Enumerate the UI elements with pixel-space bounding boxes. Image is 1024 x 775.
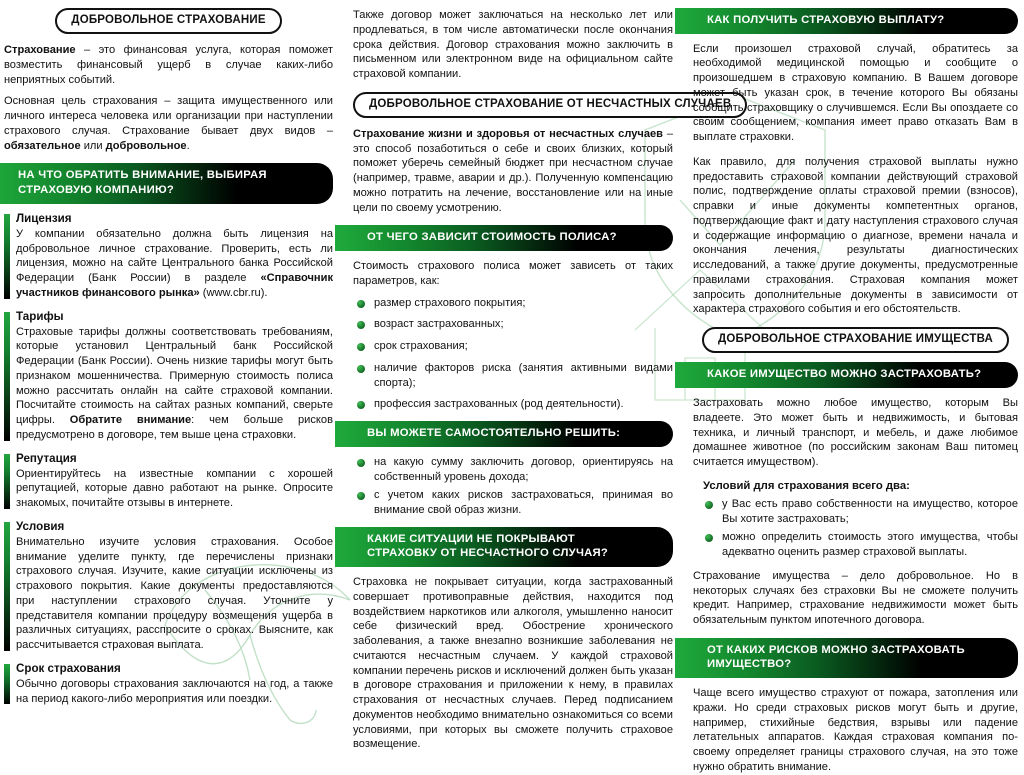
payout-paragraph-1: Если произошел страховой случай, обратитесь за необходимой медицинской помощью и сообщите о произошедшем в страховую компанию. В Вашем договоре может быть указан срок, в течение которого Вы обязаны сообщить страховщику о случившемся. Если Вы опоздаете со своим сообщением, компания имеет право отказать Вам в выплате страховки.	[693, 42, 1018, 144]
what-property-text: Застраховать можно любое имущество, которым Вы владеете. Это может быть и недвижимость, и бытовая техника, и личный транспорт, и мебель, и даже любимое домашнее животное (по российским законам Ваш питомец считается имуществом).	[693, 397, 1018, 469]
subsection-text: Ориентируйтесь на известные компании с хорошей репутацией, которые давно работают на рынке. Опросите знакомых, почитайте отзывы в интернете.	[16, 467, 333, 510]
section-header-policy-cost: ОТ ЧЕГО ЗАВИСИТ СТОИМОСТЬ ПОЛИСА?	[335, 225, 673, 251]
subsection-text-a: У компании обязательно должна быть лицензия на добровольное личное страхование. Проверить, есть ли лицензия, можно на сайте Центрального банка Российской Федерации (Банк России) в разделе	[16, 227, 333, 285]
intro-2-bold-2: добровольное	[105, 139, 187, 152]
subsection-text	[16, 325, 333, 443]
subsection-text-a: Страховые тарифы должны соответствовать требованиям, которые установил Центральный банк Российской Федерации (Банк России). Очень низкие тарифы могут быть признаком мошенничества. Примерную стоимость полиса можно рассчитать онлайн на сайте страховой компании. Посчитайте стоимость на сайтах разных компаний, сверьте цифры.	[16, 325, 333, 427]
subsection-text-b: Обратите внимание	[69, 414, 192, 427]
list-item: на какую сумму заключить договор, ориентируясь на собственный уровень дохода;	[355, 455, 673, 485]
list-item: можно определить стоимость этого имущества, чтобы адекватно оценить размер страховой выплаты.	[703, 530, 1018, 560]
intro-1-rest: – это финансовая услуга, которая поможет возместить финансовый ущерб в случае каких-либо неприятных событий.	[4, 44, 333, 86]
list-item: у Вас есть право собственности на имущество, которое Вы хотите застраховать;	[703, 497, 1018, 527]
subsection-text: Обычно договоры страхования заключаются на год, а также на период какого-либо мероприятия или поездки.	[16, 677, 333, 705]
subsection-text-c: : чем больше рисков предусмотрено в договоре, тем выше цена страховки.	[16, 414, 333, 441]
subsection-title: Срок страхования	[16, 661, 121, 675]
section-header-you-decide: ВЫ МОЖЕТЕ САМОСТОЯТЕЛЬНО РЕШИТЬ:	[335, 421, 673, 447]
risks-text: Чаще всего имущество страхуют от пожара, затопления или кражи. Но среди страховых рисков могут быть и другие, например, стихийные бедствия, взрывы или падение летательных аппаратов. Каждая страховая компания по-своему определяет границы страхового случая, на это тоже нужно обратить внимание.	[693, 687, 1018, 773]
middle-column	[345, 8, 732, 751]
subsection-reputation	[4, 452, 333, 511]
conditions-list	[701, 497, 1018, 560]
intro-2-bold-1: обязательное	[4, 139, 81, 152]
subsection-text-c: (www.cbr.ru).	[199, 286, 268, 299]
continuation-paragraph: Также договор может заключаться на несколько лет или продлеваться, в том числе автоматически после окончания срока действия. Договор страхования можно заключить в письменном или электронном виде на официальном сайте страховой компании.	[353, 9, 673, 80]
intro-2-a: Основная цель страхования – защита имущественного или личного интереса человека или организации при наступлении страхового случая. Страхование бывает двух видов –	[4, 95, 333, 137]
subsection-text: Внимательно изучите условия страхования. Особое внимание уделите пункту, где перечислены признаки страхового случая. Изучите, какие ситуации исключены из страхового покрытия. Какие документы предоставляются при наступлении страхового случая. Уточните у представителя компании процедуру возмещения ущерба в различных ситуациях, расспросите о сроках. Выясните, как рассчитывается страховая выплата.	[16, 535, 333, 652]
subsection-title: Условия	[16, 519, 65, 533]
subsection-text	[16, 227, 333, 301]
conditions-block	[693, 480, 1018, 560]
subsection-tariffs	[4, 310, 333, 443]
left-title-wrap	[4, 8, 333, 34]
cost-intro: Стоимость страхового полиса может зависеть от таких параметров, как:	[353, 260, 673, 287]
payout-paragraph-2: Как правило, для получения страховой выплаты нужно предоставить страховой компании действующий страховой полис, подтверждение оплаты страховой премии (взносов), справки и иные документы компетентных органов, подтверждающие факт и дату наступления страхового случая и содержащие информацию о диагнозе, времени начала и окончания лечения, результаты диагностических исследований, а также другие документы, предусмотренные правилами страхования. Страховая компания может запросить дополнительные документы в зависимости от характера страхового события и его обстоятельств.	[693, 155, 1018, 316]
section-header-get-payout: КАК ПОЛУЧИТЬ СТРАХОВУЮ ВЫПЛАТУ?	[675, 8, 1018, 34]
accidents-title-wrap	[353, 92, 732, 118]
accidents-rest: – это способ позаботиться о себе и своих близких, который поможет уберечь семейный бюджет при несчастном случае (например, травме, аварии и др.). Полученную компенсацию можно потратить на лечение, восстановление или на иные цели по своему усмотрению.	[353, 127, 673, 214]
cost-factors-list	[353, 296, 673, 413]
conditions-lead: Условий для страхования всего два:	[703, 479, 910, 492]
intro-2-mid: или	[80, 139, 106, 152]
list-item: размер страхового покрытия;	[355, 296, 673, 311]
accidents-lead-term: Страхование жизни и здоровья от несчастных случаев	[353, 127, 663, 140]
subsection-title: Тарифы	[16, 309, 64, 323]
subsection-title: Репутация	[16, 451, 77, 465]
page-title: ДОБРОВОЛЬНОЕ СТРАХОВАНИЕ	[55, 8, 281, 34]
intro-paragraph-1	[4, 43, 333, 87]
section-header-not-covered: КАКИЕ СИТУАЦИИ НЕ ПОКРЫВАЮТ СТРАХОВКУ ОТ НЕСЧАСТНОГО СЛУЧАЯ?	[335, 527, 673, 567]
list-item: профессия застрахованных (род деятельности).	[355, 397, 673, 412]
property-title-wrap	[693, 327, 1018, 353]
section-header-what-property: КАКОЕ ИМУЩЕСТВО МОЖНО ЗАСТРАХОВАТЬ?	[675, 362, 1018, 388]
property-note: Страхование имущества – дело добровольное. Но в некоторых случаях без страховки Вы не сможете получить кредит. Например, страхование недвижимости может быть обязательным пунктом ипотечного договора.	[693, 569, 1018, 627]
subsection-license	[4, 212, 333, 301]
list-item: наличие факторов риска (занятия активными видами спорта);	[355, 361, 673, 391]
left-column	[0, 8, 345, 724]
section-title-accident-insurance: ДОБРОВОЛЬНОЕ СТРАХОВАНИЕ ОТ НЕСЧАСТНЫХ СЛУЧАЕВ	[353, 92, 747, 118]
list-item: возраст застрахованных;	[355, 317, 673, 332]
section-title-property-insurance: ДОБРОВОЛЬНОЕ СТРАХОВАНИЕ ИМУЩЕСТВА	[702, 327, 1009, 353]
decide-list	[353, 455, 673, 518]
section-header-property-risks: ОТ КАКИХ РИСКОВ МОЖНО ЗАСТРАХОВАТЬ ИМУЩЕСТВО?	[675, 638, 1018, 678]
subsection-term	[4, 662, 333, 707]
intro-paragraph-2	[4, 94, 333, 153]
not-covered-text: Страховка не покрывает ситуации, когда застрахованный совершает противоправные действия, находится под воздействием наркотиков или алкоголя, умышленно наносит себе физический вред. Обострение хронического заболевания, а также внезапно возникшие заболевания не считаются несчастным случаем. У каждой страховой компании перечень рисков и исключений должен быть указан в договоре страхования и приложении к нему, в правилах страхования от несчастных случаев. Перед подписанием документов необходимо внимательно ознакомиться со всеми условиями, при которых вы сможете получить страховое возмещение.	[353, 576, 673, 751]
list-item: с учетом каких рисков застраховаться, принимая во внимание свой образ жизни.	[355, 488, 673, 518]
subsection-conditions	[4, 520, 333, 653]
list-item: срок страхования;	[355, 339, 673, 354]
accidents-intro	[353, 127, 673, 216]
right-column	[683, 8, 1024, 773]
subsection-text-b: «Справочник участников финансового рынка»	[16, 272, 333, 299]
intro-lead-term: Страхование	[4, 44, 76, 57]
intro-2-end: .	[186, 139, 190, 152]
section-header-choose-company: НА ЧТО ОБРАТИТЬ ВНИМАНИЕ, ВЫБИРАЯ СТРАХОВУЮ КОМПАНИЮ?	[0, 163, 333, 203]
subsection-title: Лицензия	[16, 211, 72, 225]
